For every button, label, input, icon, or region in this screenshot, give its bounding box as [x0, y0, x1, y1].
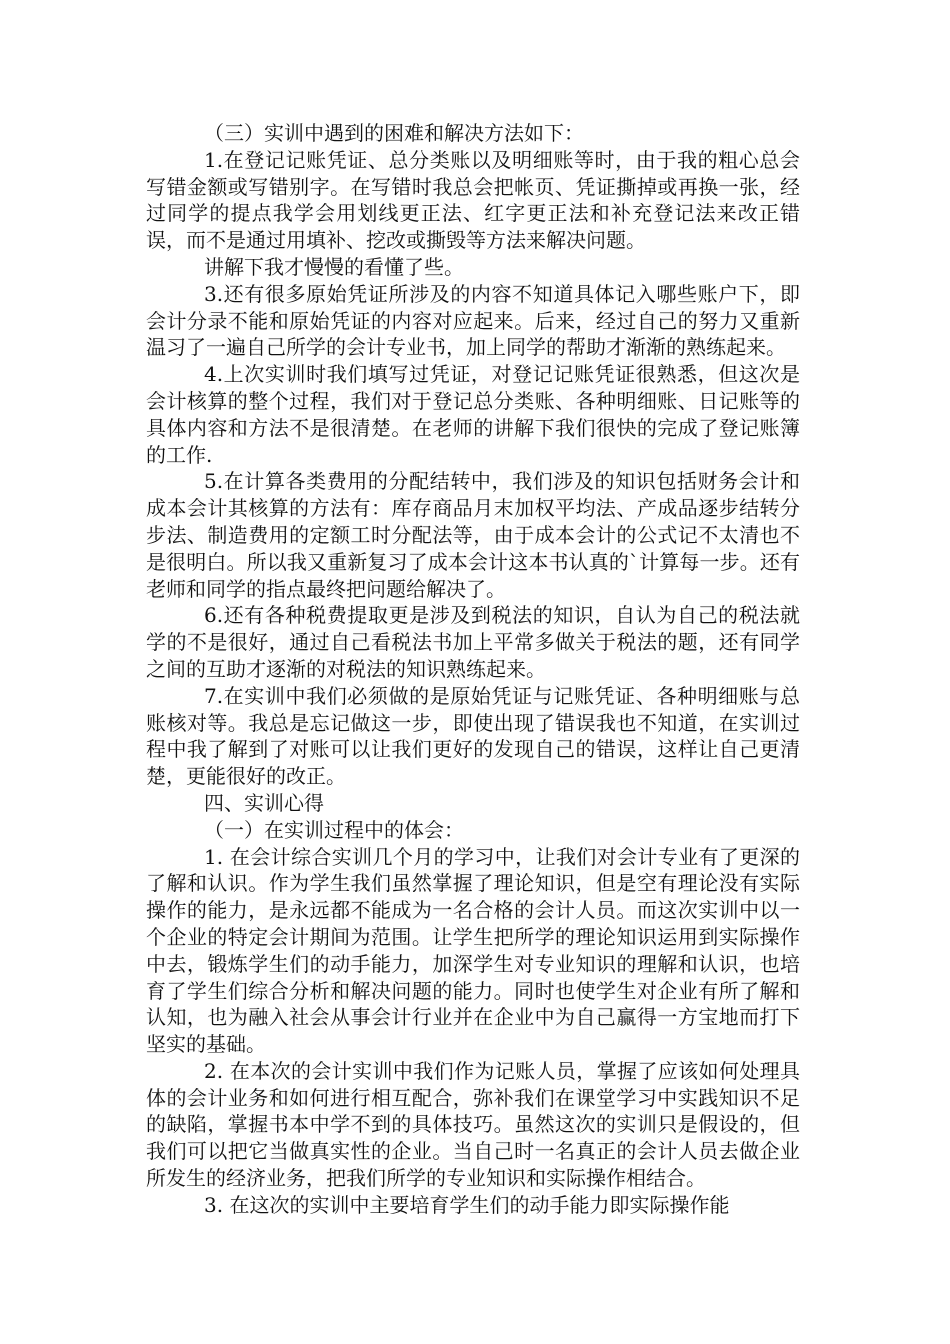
paragraph-item-4: 4.上次实训时我们填写过凭证，对登记记账凭证很熟悉，但这次是会计核算的整个过程，我们对于登记总分类账、各种明细账、日记账等的具体内容和方法不是很清楚。在老师的讲解下我们很快的完成了登记账簿的工作. — [146, 362, 800, 467]
section-heading-difficulties: （三）实训中遇到的困难和解决方法如下： — [204, 121, 584, 145]
subsection-heading-experience: （一）在实训过程中的体会： — [204, 817, 464, 842]
paragraph-reflection-3: 3. 在这次的实训中主要培育学生们的动手能力即实际操作能 — [204, 1192, 730, 1217]
document-body — [146, 120, 800, 1219]
paragraph-item-3: 3.还有很多原始凭证所涉及的内容不知道具体记入哪些账户下，即会计分录不能和原始凭证的内容对应起来。后来，经过自己的努力又重新温习了一遍自己所学的会计专业书，加上同学的帮助才渐渐的熟练起来。 — [146, 281, 800, 360]
paragraph-reflection-2: 2. 在本次的会计实训中我们作为记账人员，掌握了应该如何处理具体的会计业务和如何进行相互配合，弥补我们在课堂学习中实践知识不足的缺陷，掌握书本中学不到的具体技巧。虽然这次的实训只是假设的，但我们可以把它当做真实性的企业。当自己时一名真正的会计人员去做企业所发生的经济业务，把我们所学的专业知识和实际操作相结合。 — [146, 1058, 800, 1191]
paragraph-item-6: 6.还有各种税费提取更是涉及到税法的知识，自认为自己的税法就学的不是很好，通过自己看税法书加上平常多做关于税法的题，还有同学之间的互助才逐渐的对税法的知识熟练起来。 — [146, 603, 800, 681]
paragraph-reflection-1: 1. 在会计综合实训几个月的学习中，让我们对会计专业有了更深的了解和认识。作为学生我们虽然掌握了理论知识，但是空有理论没有实际操作的能力，是永远都不能成为一名合格的会计人员。而这次实训中以一个企业的特定会计期间为范围。让学生把所学的理论知识运用到实际操作中去，锻炼学生们的动手能力，加深学生对专业知识的理解和认识，也培育了学生们综合分析和解决问题的能力。同时也使学生对企业有所了解和认知，也为融入社会从事会计行业并在企业中为自己赢得一方宝地而打下坚实的基础。 — [146, 844, 800, 1057]
paragraph-item-7: 7.在实训中我们必须做的是原始凭证与记账凭证、各种明细账与总账核对等。我总是忘记做这一步，即使出现了错误我也不知道，在实训过程中我了解到了对账可以让我们更好的发现自己的错误，这样让自己更清楚，更能很好的改正。 — [146, 683, 800, 789]
paragraph-item-1: 1.在登记记账凭证、总分类账以及明细账等时，由于我的粗心总会写错金额或写错别字。在写错时我总会把帐页、凭证撕掉或再换一张，经过同学的提点我学会用划线更正法、红字更正法和补充登记法来改正错误，而不是通过用填补、挖改或撕毁等方法来解决问题。 — [146, 147, 800, 253]
paragraph-fragment: 讲解下我才慢慢的看懂了些。 — [204, 254, 464, 279]
paragraph-item-5: 5.在计算各类费用的分配结转中，我们涉及的知识包括财务会计和成本会计其核算的方法有：库存商品月末加权平均法、产成品逐步结转分步法、制造费用的定额工时分配法等，由于成本会计的公式记不太清也不是很明白。所以我又重新复习了成本会计这本书认真的`计算每一步。还有老师和同学的指点最终把问题给解决了。 — [146, 469, 800, 601]
section-heading-reflections: 四、实训心得 — [204, 790, 324, 815]
